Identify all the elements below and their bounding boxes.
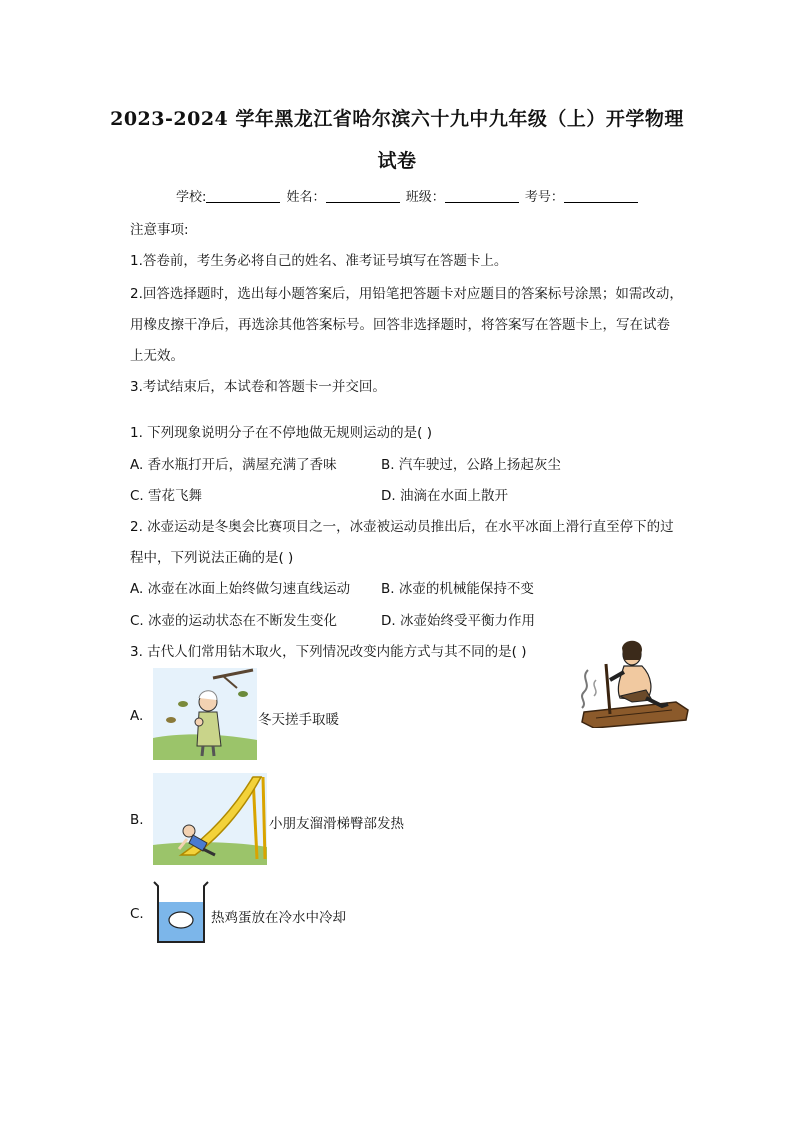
- school-blank: [206, 190, 280, 203]
- name-label: 姓名：: [286, 190, 326, 205]
- q2-stem-line2: 程中，下列说法正确的是( ): [130, 550, 294, 566]
- q2-option-a: A. 冰壶在冰面上始终做匀速直线运动: [130, 581, 351, 597]
- q2-option-b: B. 冰壶的机械能保持不变: [381, 581, 534, 597]
- q1-option-a: A. 香水瓶打开后，满屋充满了香味: [130, 457, 337, 473]
- q2-stem-line1: 2. 冰壶运动是冬奥会比赛项目之一，冰壶被运动员推出后，在水平冰面上滑行直至停下的过: [130, 519, 674, 535]
- notice-item-2c: 上无效。: [130, 348, 184, 364]
- class-blank: [445, 190, 519, 203]
- number-label: 考号：: [524, 190, 564, 205]
- notice-heading: 注意事项:: [130, 222, 189, 238]
- school-label: 学校:: [176, 190, 207, 205]
- q3-option-c-text: 热鸡蛋放在冷水中冷却: [211, 910, 346, 926]
- q3-option-a-text: 冬天搓手取暖: [258, 712, 339, 728]
- exam-title-line2: 试卷: [377, 150, 417, 172]
- q2-option-c: C. 冰壶的运动状态在不断发生变化: [130, 613, 338, 629]
- number-blank: [564, 190, 638, 203]
- q3-option-b-text: 小朋友溜滑梯臀部发热: [269, 816, 404, 832]
- slide-image: [153, 773, 267, 865]
- q1-option-d: D. 油滴在水面上散开: [381, 488, 508, 504]
- q1-option-b: B. 汽车驶过，公路上扬起灰尘: [381, 457, 561, 473]
- q1-option-c: C. 雪花飞舞: [130, 488, 203, 504]
- notice-item-2a: 2.回答选择题时，选出每小题答案后，用铅笔把答题卡对应题目的答案标号涂黑；如需改动，: [130, 286, 683, 302]
- q3-option-b-letter: B.: [130, 812, 144, 828]
- q1-stem: 1. 下列现象说明分子在不停地做无规则运动的是( ): [130, 425, 432, 441]
- rubbing-hands-image: [153, 668, 257, 760]
- q3-option-c-letter: C.: [130, 906, 144, 922]
- beaker-egg-image: [152, 880, 210, 946]
- q3-option-a-letter: A.: [130, 708, 144, 724]
- q2-option-d: D. 冰壶始终受平衡力作用: [381, 613, 535, 629]
- notice-item-2b: 用橡皮擦干净后，再选涂其他答案标号。回答非选择题时，将答案写在答题卡上，写在试卷: [130, 317, 670, 333]
- q3-stem: 3. 古代人们常用钻木取火，下列情况改变内能方式与其不同的是( ): [130, 644, 527, 660]
- notice-item-3: 3.考试结束后，本试卷和答题卡一并交回。: [130, 379, 386, 395]
- class-label: 班级：: [405, 190, 445, 205]
- exam-title-line1: 2023-2024 学年黑龙江省哈尔滨六十九中九年级（上）开学物理: [110, 108, 684, 130]
- drilling-wood-fire-image: [576, 640, 694, 728]
- notice-item-1: 1.答卷前，考生务必将自己的姓名、准考证号填写在答题卡上。: [130, 253, 508, 269]
- name-blank: [326, 190, 400, 203]
- student-info-row: [176, 186, 640, 205]
